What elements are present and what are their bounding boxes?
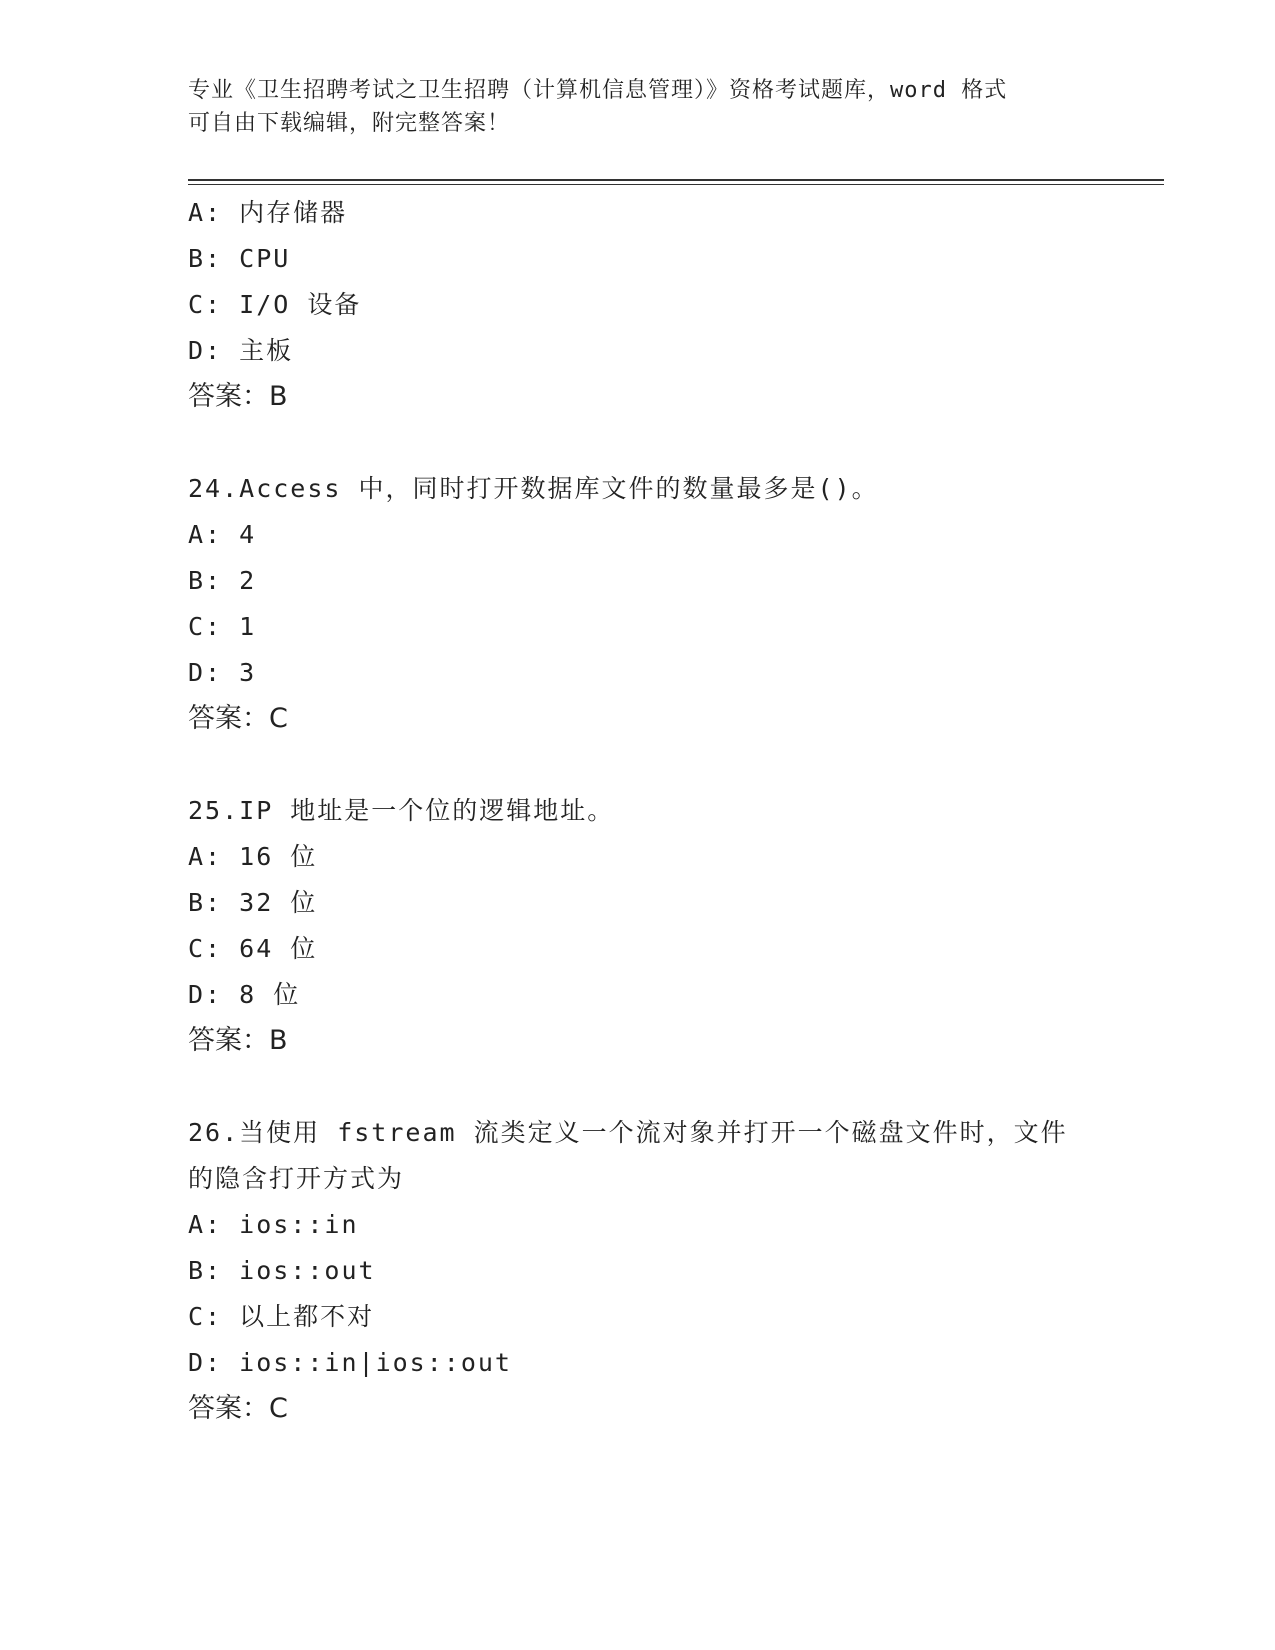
option-a: A: 内存储器 (188, 198, 348, 227)
question-list (188, 190, 1128, 1432)
question-26 (188, 1110, 1128, 1432)
answer-line: 答案：B (188, 1025, 288, 1056)
question-stem: 26.当使用 fstream 流类定义一个流对象并打开一个磁盘文件时，文件的隐含打开方式为 (188, 1118, 1068, 1193)
option-c: C: I/O 设备 (188, 290, 362, 319)
question-23 (188, 190, 1128, 420)
header-divider-thick (188, 179, 1164, 181)
answer-line: 答案：C (188, 703, 288, 734)
option-d: D: ios::in|ios::out (188, 1348, 512, 1377)
document-header (188, 74, 1088, 140)
option-b: B: CPU (188, 244, 291, 273)
question-stem: 24.Access 中，同时打开数据库文件的数量最多是()。 (188, 474, 879, 503)
option-c: C: 1 (188, 612, 257, 641)
option-a: A: 4 (188, 520, 257, 549)
option-c: C: 64 位 (188, 934, 318, 963)
option-b: B: 2 (188, 566, 257, 595)
spacer (188, 1064, 1128, 1110)
answer-line: 答案：C (188, 1393, 288, 1424)
question-24 (188, 466, 1128, 742)
question-25 (188, 788, 1128, 1064)
option-b: B: ios::out (188, 1256, 376, 1285)
option-d: D: 3 (188, 658, 257, 687)
option-c: C: 以上都不对 (188, 1302, 375, 1331)
answer-line: 答案：B (188, 381, 288, 412)
option-b: B: 32 位 (188, 888, 318, 917)
header-divider-thin (188, 184, 1164, 185)
question-stem: 25.IP 地址是一个位的逻辑地址。 (188, 796, 615, 825)
option-d: D: 主板 (188, 336, 294, 365)
spacer (188, 742, 1128, 788)
option-a: A: 16 位 (188, 842, 318, 871)
header-line-1: 专业《卫生招聘考试之卫生招聘（计算机信息管理）》资格考试题库，word 格式 (188, 78, 1008, 103)
spacer (188, 420, 1128, 466)
header-line-2: 可自由下载编辑，附完整答案！ (188, 111, 511, 136)
option-d: D: 8 位 (188, 980, 301, 1009)
option-a: A: ios::in (188, 1210, 359, 1239)
